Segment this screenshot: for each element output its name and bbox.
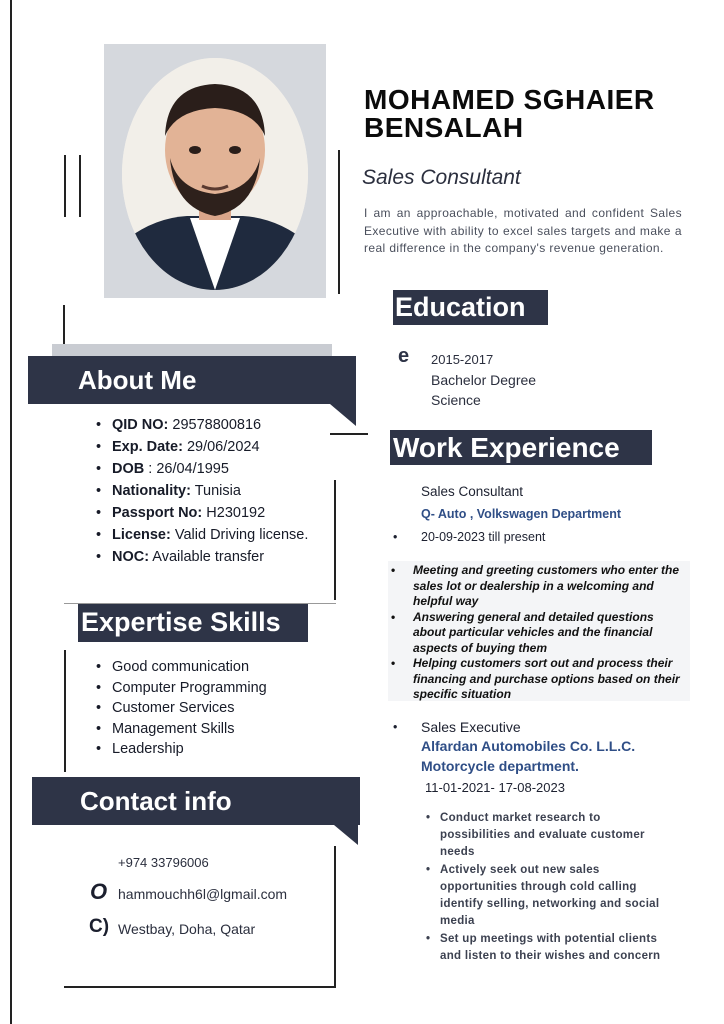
education-years: 2015-2017 [431,352,494,367]
divider-line [330,433,368,435]
about-item-exp-date: • Exp. Date: 29/06/2024 [96,436,330,458]
divider-line [338,150,340,294]
about-banner [28,356,356,404]
job2-title: Sales Executive [421,719,521,735]
job2-date: 11-01-2021- 17-08-2023 [425,780,565,795]
divider-line [334,846,336,988]
contact-phone: +974 33796006 [118,855,209,870]
section-title-contact: Contact info [80,786,232,816]
page-left-border [10,0,12,1024]
duty-item: • Helping customers sort out and process their financing and purchase options based on their specific situation [391,656,687,703]
job2-company-line2: Motorcycle department. [421,758,579,774]
person-portrait-icon [122,58,308,290]
contact-email: hammouchh6l@lgmail.com [118,886,288,902]
divider-line [64,650,66,772]
job1-duties [391,563,687,703]
about-list [96,414,330,568]
job1-title: Sales Consultant [421,484,524,499]
divider-line [64,986,336,988]
skill-item: • Good communication [96,657,326,678]
candidate-name [364,86,704,142]
duty-item: • Actively seek out new sales opportunities through cold calling identify selling, networking and social media [426,862,662,930]
job1-date-bullet: • [393,530,398,544]
email-icon: O [90,879,108,904]
skill-item: • Computer Programming [96,678,326,699]
duty-item: • Meeting and greeting customers who enter the sales lot or dealership in a welcoming and helpful way [391,563,687,610]
duty-item: • Answering general and detailed questions about particular vehicles and the financial aspects of buying them [391,610,687,657]
divider-line [334,480,336,600]
name-line-1: MOHAMED SGHAIER [364,84,655,115]
duty-item: • Set up meetings with potential clients and listen to their wishes and concern [426,931,662,965]
location-icon: C) [89,916,110,937]
about-item-passport: • Passport No: H230192 [96,502,330,524]
education-icon: e [398,345,410,367]
section-title-education: Education [395,292,526,322]
duty-item: • Conduct market research to possibilities and evaluate customer needs [426,810,662,861]
work-banner [390,430,652,465]
education-degree: Bachelor Degree [431,372,537,388]
education-field: Science [431,392,481,408]
skills-banner [78,604,308,642]
job2-bullet: • [393,720,398,734]
divider-line [63,305,65,345]
education-banner [393,290,548,325]
divider-line [79,155,81,217]
skills-list [96,657,326,760]
about-item-nationality: • Nationality: Tunisia [96,480,330,502]
about-item-dob: • DOB : 26/04/1995 [96,458,330,480]
skill-item: • Leadership [96,739,326,760]
job-title: Sales Consultant [362,166,521,189]
section-title-about: About Me [78,365,197,395]
job1-date: 20-09-2023 till present [421,530,546,544]
contact-banner [32,777,360,825]
job2-company-line1: Alfardan Automobiles Co. L.L.C. [421,738,636,754]
job2-duties [426,810,662,966]
profile-summary: I am an approachable, motivated and confident Sales Executive with ability to excel sales targets and make a real difference in the company's revenue generation. [364,206,682,255]
section-title-work: Work Experience [393,432,620,463]
about-item-qid: • QID NO: 29578800816 [96,414,330,436]
skill-item: • Management Skills [96,719,326,740]
banner-fold [330,404,356,426]
name-line-2: BENSALAH [364,112,524,143]
contact-address: Westbay, Doha, Qatar [118,921,256,937]
about-item-license: • License: Valid Driving license. [96,524,330,546]
profile-photo [122,58,308,290]
education-details [431,350,536,410]
divider-line [64,155,66,217]
job1-company: Q- Auto , Volkswagen Department [421,507,622,521]
about-item-noc: • NOC: Available transfer [96,546,330,568]
section-title-skills: Expertise Skills [81,607,281,637]
skill-item: • Customer Services [96,698,326,719]
banner-fold [334,825,358,845]
